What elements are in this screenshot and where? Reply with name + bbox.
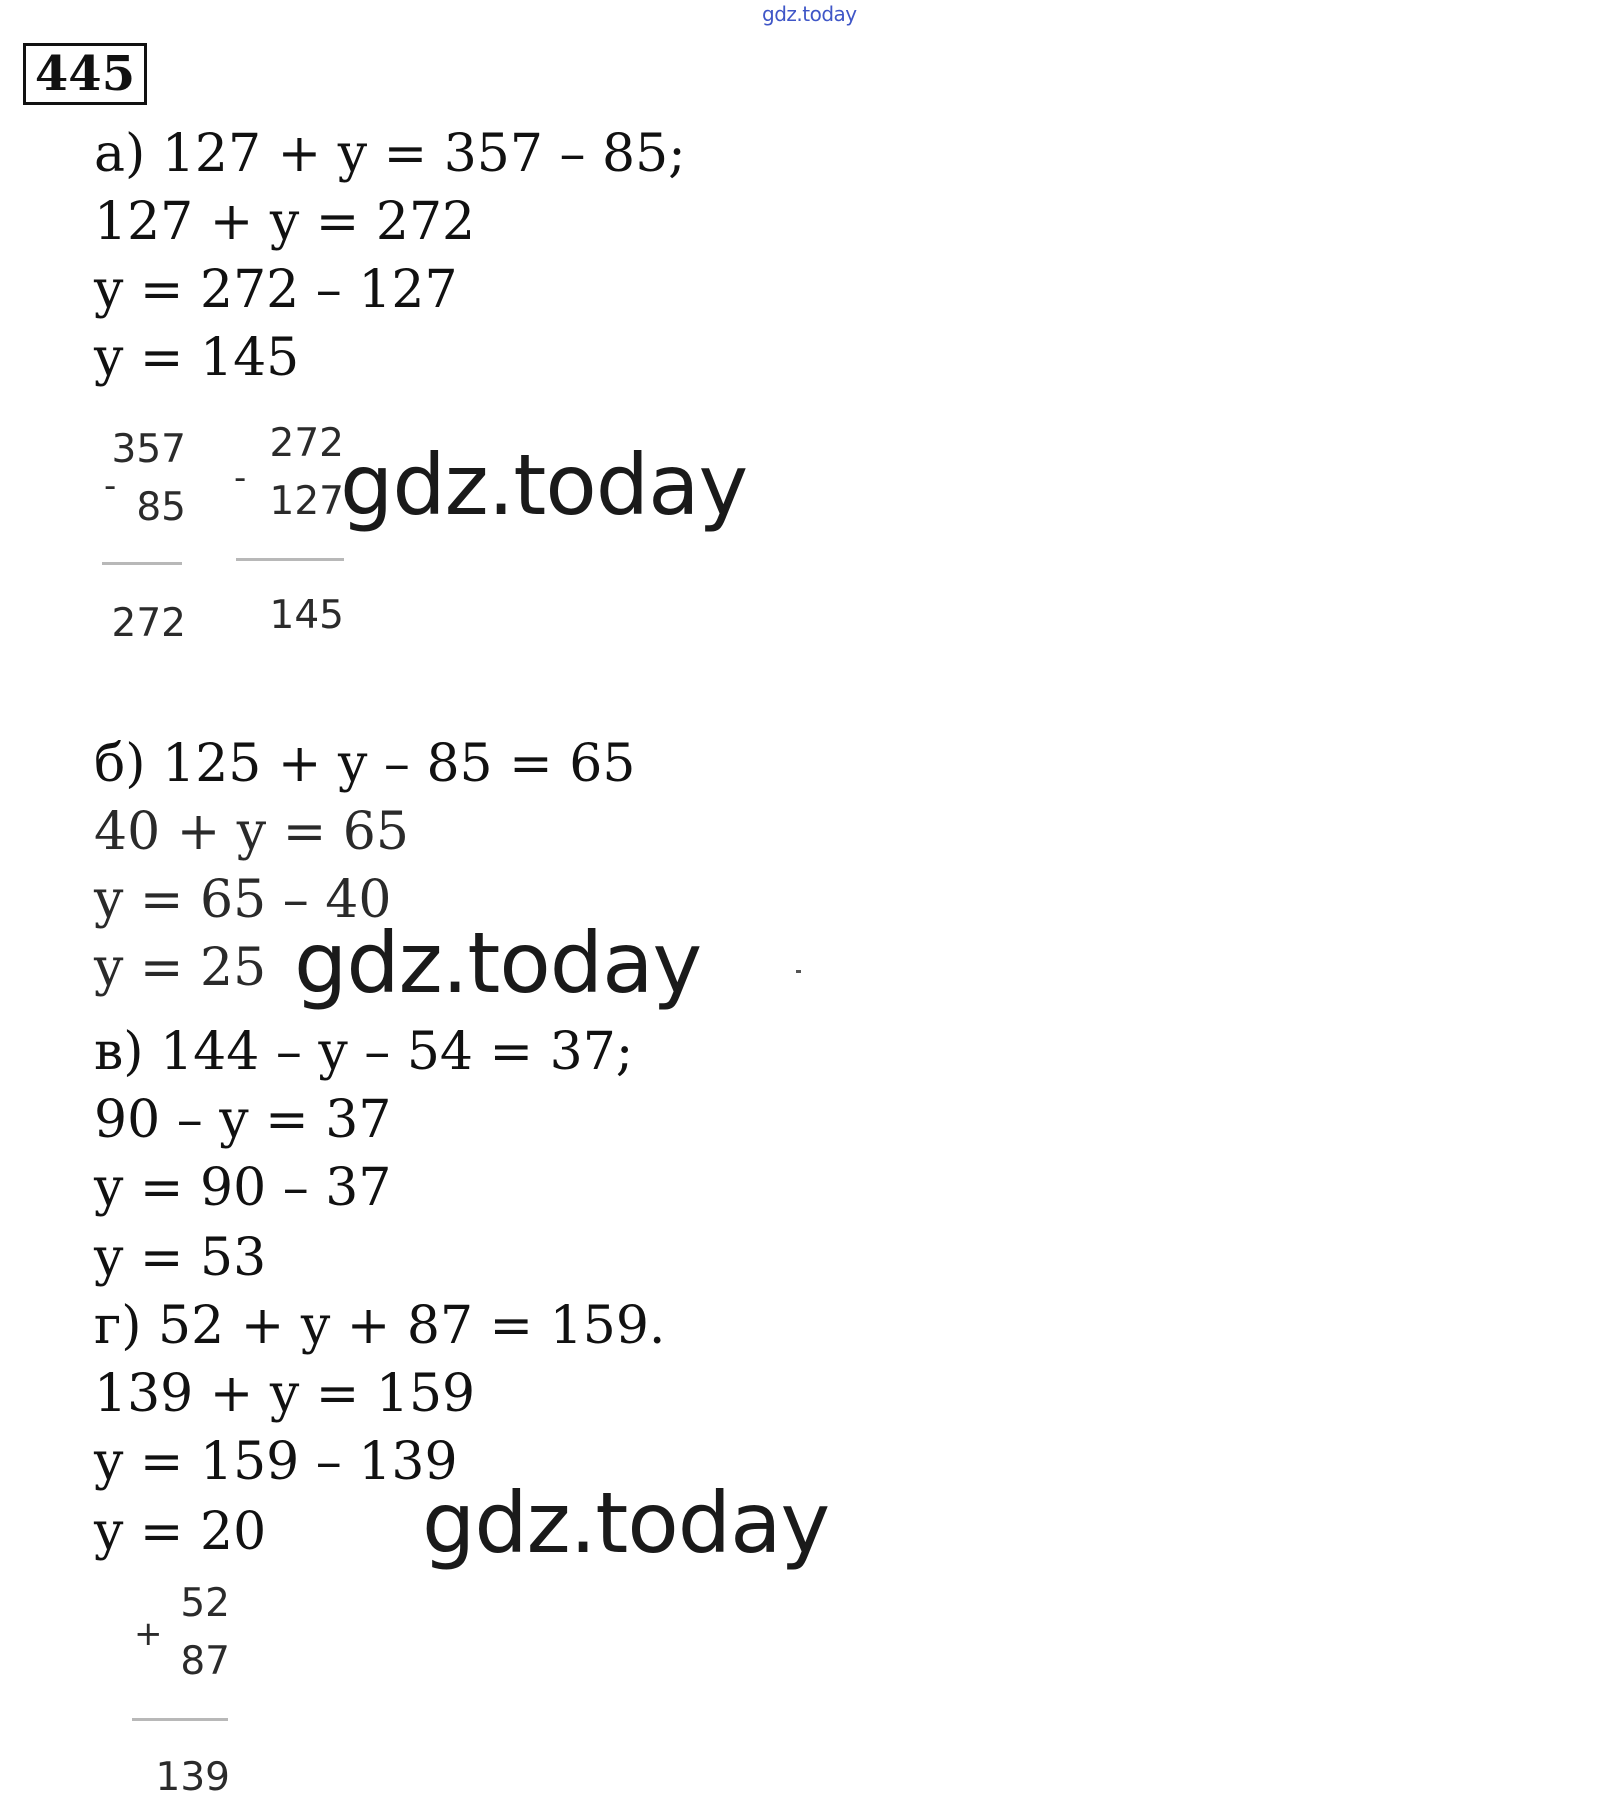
addend-1: 52	[180, 1581, 230, 1626]
minuend: 272	[269, 421, 344, 466]
part-v-step-2: y = 90 – 37	[94, 1158, 392, 1218]
minus-sign: -	[234, 458, 247, 498]
part-a-column-subtraction-1	[96, 422, 186, 652]
addend-2: 87	[180, 1639, 230, 1684]
part-b-step-2: y = 65 – 40	[94, 870, 392, 930]
part-v-equation: в) 144 – y – 54 = 37;	[94, 1022, 634, 1082]
part-v-answer: y = 53	[94, 1228, 267, 1288]
part-a-step-2: y = 272 – 127	[94, 260, 458, 320]
minuend: 357	[111, 427, 186, 472]
part-g-step-2: y = 159 – 139	[94, 1432, 458, 1492]
result-line	[236, 558, 344, 561]
top-watermark: gdz.today	[762, 2, 857, 26]
part-a-answer: y = 145	[94, 328, 300, 388]
subtrahend: 127	[269, 479, 344, 524]
difference: 272	[111, 601, 186, 646]
result-line	[102, 562, 182, 565]
part-b-answer: y = 25	[94, 938, 267, 998]
problem-number-box: 445	[23, 43, 147, 105]
part-b-step-1: 40 + y = 65	[94, 802, 409, 862]
plus-sign: +	[134, 1614, 163, 1654]
subtrahend: 85	[136, 485, 186, 530]
part-a-step-1: 127 + y = 272	[94, 192, 476, 252]
sum: 139	[155, 1755, 230, 1800]
part-g-column-addition	[130, 1578, 230, 1810]
part-v-step-1: 90 – y = 37	[94, 1090, 392, 1150]
part-g-equation: г) 52 + y + 87 = 159.	[94, 1296, 666, 1356]
part-a-equation: а) 127 + y = 357 – 85;	[94, 124, 686, 184]
scan-speck	[796, 970, 801, 973]
watermark: gdz.today	[294, 914, 702, 1012]
part-b-equation: б) 125 + y – 85 = 65	[94, 734, 636, 794]
minus-sign: -	[104, 466, 117, 506]
result-line	[132, 1718, 228, 1721]
part-g-answer: y = 20	[94, 1502, 267, 1562]
part-g-step-1: 139 + y = 159	[94, 1364, 476, 1424]
part-a-column-subtraction-2	[232, 418, 344, 648]
difference: 145	[269, 593, 344, 638]
watermark: gdz.today	[340, 436, 748, 534]
watermark: gdz.today	[422, 1474, 830, 1572]
